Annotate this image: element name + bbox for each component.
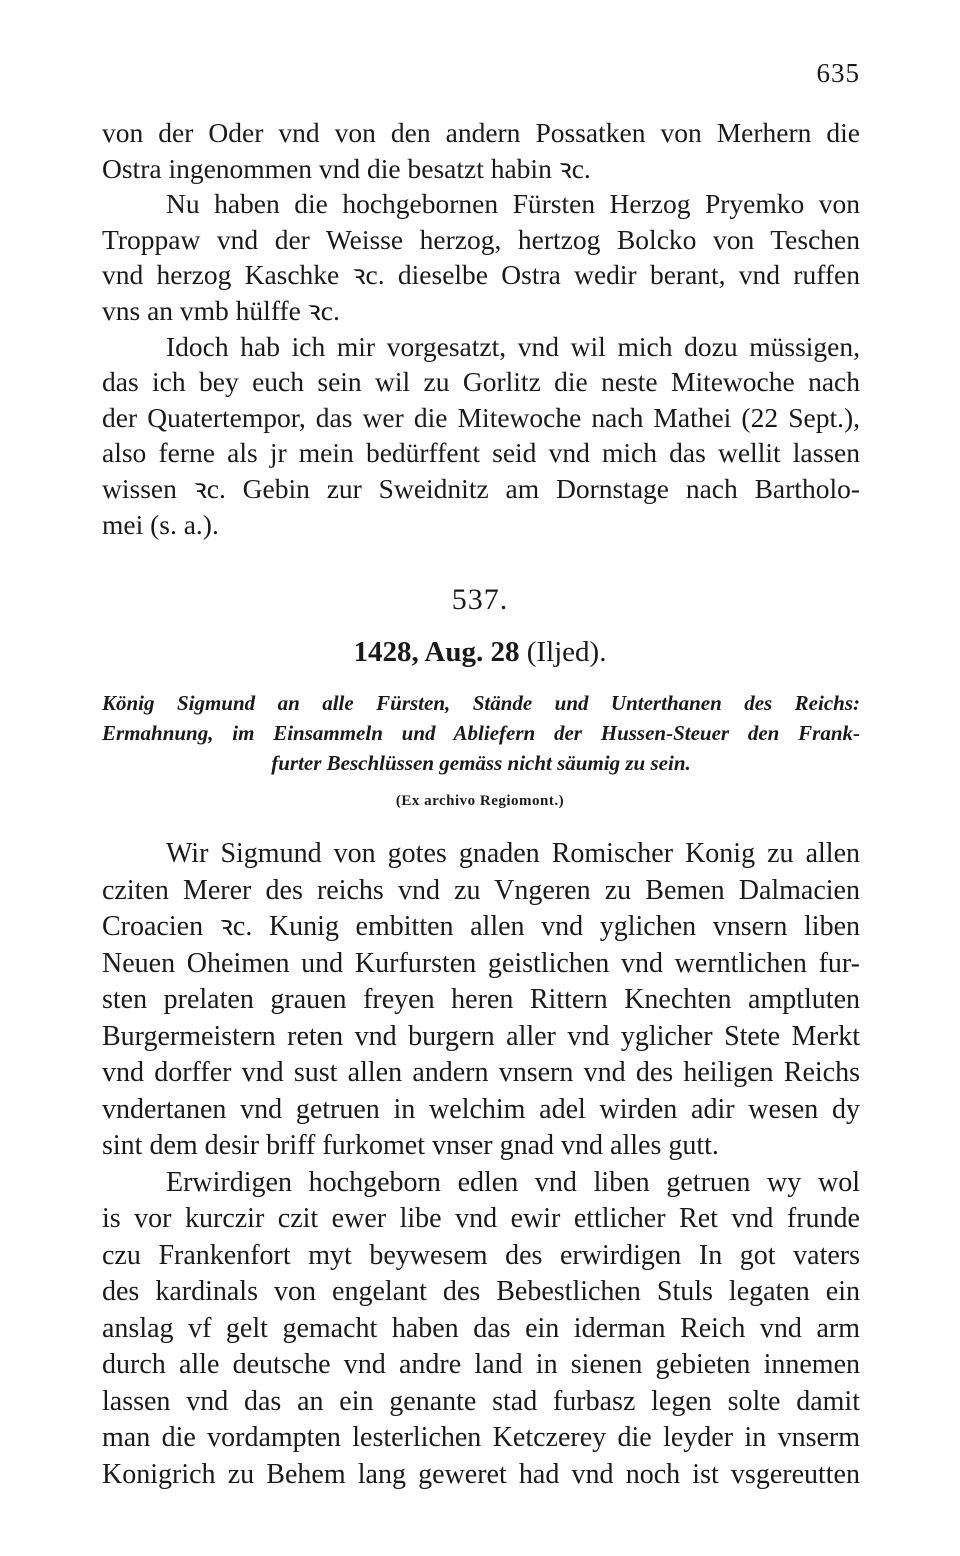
document-number: 537. [451,583,509,616]
regest-line: Ermahnung, im Einsammeln und Abliefern der Hussen-Steuer den Frank- [102,721,860,745]
text-line: Konigrich zu Behem lang geweret had vnd noch ist vsgereutten [102,1458,860,1490]
text-line: sten prelaten grauen freyen heren Rittern Knechten amptluten [102,984,860,1015]
text-line: Nu haben die hochgebornen Fürsten Herzog Pryemko von [166,188,860,220]
text-line: mei (s. a.). [102,508,219,540]
page-number: 635 [816,58,860,88]
text-line: man die vordampten lesterlichen Ketczerey die leyder in vnserm [102,1422,860,1453]
text-line: sint dem desir briff furkomet vnser gnad vnd alles gutt. [102,1130,719,1161]
text-line: czu Frankenfort myt beywesem des erwirdigen In got vaters [102,1239,860,1271]
text-line: der Quatertempor, das wer die Mitewoche nach Mathei (22 Sept.), [102,401,860,433]
date-text: 1428, Aug. 28 [353,636,520,668]
text-line: durch alle deutsche vnd andre land in sienen gebieten innemen [102,1349,860,1380]
text-line: anslag vf gelt gemacht haben das ein iderman Reich vnd arm [102,1312,860,1344]
text-line: Croacien ꝛc. Kunig embitten allen vnd yglichen vnsern liben [102,911,860,942]
text-line: das ich bey euch sein wil zu Gorlitz die neste Mitewoche nach [102,366,860,398]
text-line: also ferne als jr mein bedürffent seid vnd mich das wellit lassen [102,437,860,469]
text-line: Wir Sigmund von gotes gnaden Romischer Konig zu allen [166,838,860,869]
date-place: (Iljed). [526,636,607,668]
text-line: vnd dorffer vnd sust allen andern vnsern vnd des heiligen Reichs [102,1057,860,1088]
text-line: Idoch hab ich mir vorgesatzt, vnd wil mich dozu müssigen, [166,330,860,362]
text-line: von der Oder vnd von den andern Possatken von Merhern die [102,117,860,148]
regest-line: König Sigmund an alle Fürsten, Stände und Unterthanen des Reichs: [102,691,860,715]
source-note: (Ex archivo Regiomont.) [395,793,565,809]
text-line: Ostra ingenommen vnd die besatzt habin ꝛc. [102,152,591,184]
text-line: lassen vnd das an ein genante stad furbasz legen solte damit [102,1385,860,1417]
top-paragraphs [102,115,860,542]
text-line: cziten Merer des reichs vnd zu Vngeren zu Bemen Dalmacien [102,874,860,906]
text-line: vndertanen vnd getruen in welchim adel wirden adir wesen dy [102,1093,860,1125]
text-line: Erwirdigen hochgeborn edlen vnd liben getruen wy wol [166,1166,860,1198]
document-date [0,636,960,669]
regest [102,688,860,778]
text-line: is vor kurczir czit ewer libe vnd ewir ettlicher Ret vnd frunde [102,1203,860,1234]
text-line: Troppaw vnd der Weisse herzog, hertzog Bolcko von Teschen [102,223,860,255]
text-line: Burgermeistern reten vnd burgern aller vnd yglicher Stete Merkt [102,1020,860,1052]
text-line: vnd herzog Kaschke ꝛc. dieselbe Ostra wedir berant, vnd ruffen [102,259,860,291]
text-line: wissen ꝛc. Gebin zur Sweidnitz am Dornstage nach Bartholo- [102,472,860,504]
regest-line: furter Beschlüssen gemäss nicht säumig zu sein. [271,751,691,775]
text-line: vns an vmb hülffe ꝛc. [102,294,340,326]
document-body [102,836,860,1493]
text-line: des kardinals von engelant des Bebestlichen Stuls legaten ein [102,1276,860,1307]
text-line: Neuen Oheimen und Kurfursten geistlichen vnd werntlichen fur- [102,947,860,979]
